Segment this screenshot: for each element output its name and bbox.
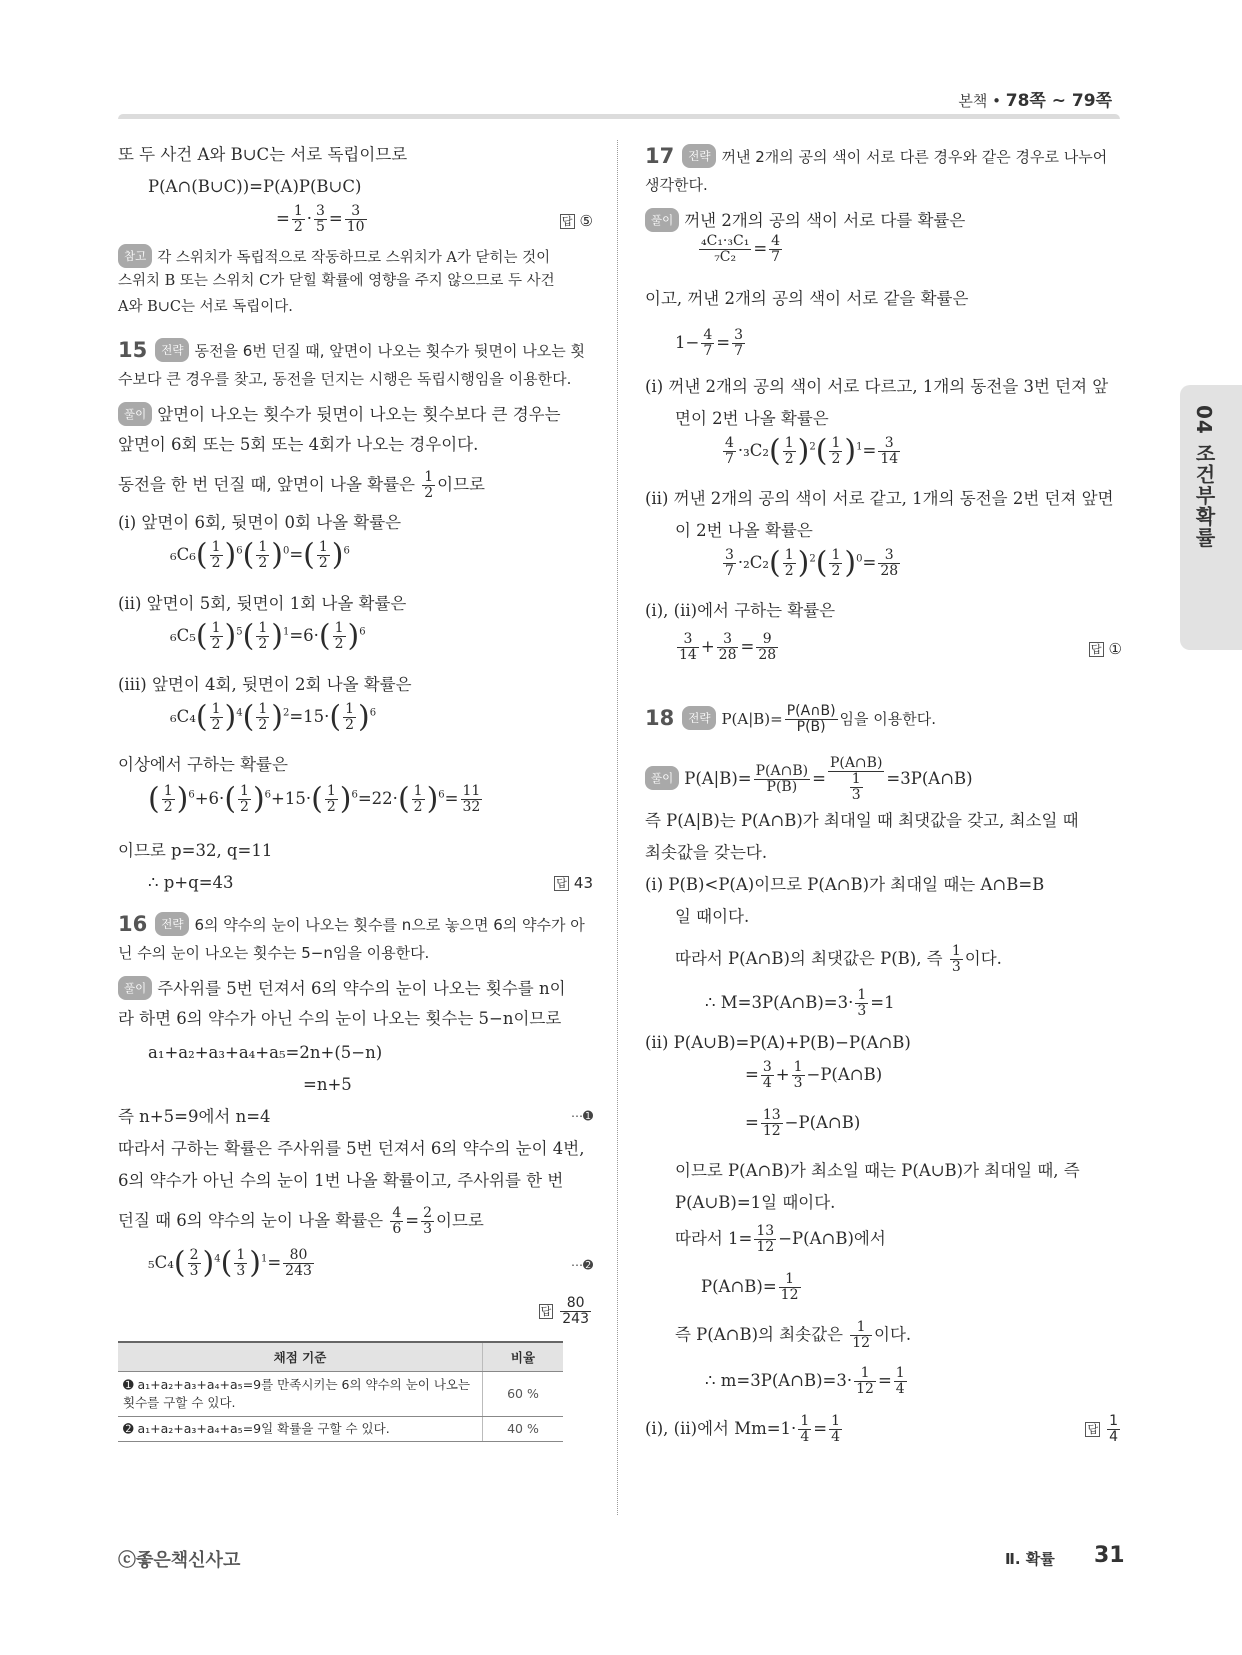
answer-17: 답 ①: [1090, 640, 1122, 658]
case-line: (ⅱ) 앞면이 5회, 뒷면이 1회 나올 확률은: [118, 594, 407, 613]
result-line: ∴ p+q=43: [148, 873, 234, 892]
case-line: 따라서 P(A∩B)의 최댓값은 P(B), 즉 $\frac{1}{3}$ 이다.: [675, 943, 1002, 975]
math-line: ₆C₆( $\frac{1}{2}$ )$^6$( $\frac{1}{2}$ )$^0$=( $\frac{1}{2}$ )$^6$: [170, 537, 350, 573]
note-line: A와 B∪C는 서로 독립이다.: [118, 299, 293, 315]
case-line: (ⅲ) 앞면이 4회, 뒷면이 2회 나올 확률은: [118, 675, 412, 694]
solution-line: 6의 약수가 아닌 수의 눈이 1번 나올 확률이고, 주사위를 한 번: [118, 1171, 564, 1190]
answer-15: 답 43: [556, 874, 593, 892]
problem-16-strategy: 16 전략 6의 약수의 눈이 나오는 횟수를 n으로 놓으면 6의 약수가 아: [118, 912, 585, 936]
answer-18: 답 $\frac{1}{4}$: [1087, 1413, 1118, 1445]
case-line: 일 때이다.: [675, 907, 750, 926]
header-rule: [118, 114, 1120, 119]
solution-line: 따라서 구하는 확률은 주사위를 5번 던져서 6의 약수의 눈이 4번,: [118, 1139, 585, 1158]
solution-line: 이고, 꺼낸 2개의 공의 색이 서로 같을 확률은: [645, 289, 969, 308]
table-row: [118, 1417, 563, 1442]
section-label: Ⅱ. 확률: [1005, 1550, 1055, 1568]
table-cell: 40 %: [483, 1417, 564, 1442]
case-line: 면이 2번 나올 확률은: [675, 409, 829, 428]
answer-16: 답 $\frac{80}{243}$: [540, 1295, 589, 1327]
math-line: ∴ m=3P(A∩B)=3· $\frac{1}{12}$ = $\frac{1}{4}$: [705, 1365, 905, 1397]
page-header: [118, 80, 1120, 124]
math-line: ₆C₄( $\frac{1}{2}$ )$^4$( $\frac{1}{2}$ )$^2$=15·( $\frac{1}{2}$ )$^6$: [170, 699, 377, 735]
page-range: 본책 • 78쪽 ~ 79쪽: [958, 91, 1112, 111]
note-line: 스위치 B 또는 스위치 C가 닫힐 확률에 영향을 주지 않으므로 두 사건: [118, 273, 555, 289]
step-mark-1: ⋯➊: [570, 1109, 593, 1123]
solution-line: 풀이 주사위를 5번 던져서 6의 약수의 눈이 나오는 횟수를 n이: [118, 976, 566, 1000]
case-line: 즉 P(A∩B)의 최솟값은 $\frac{1}{12}$ 이다.: [675, 1319, 912, 1351]
strategy-line: 닌 수의 눈이 나오는 횟수는 5−n임을 이용한다.: [118, 944, 430, 962]
problem-17-strategy: 17 전략 꺼낸 2개의 공의 색이 서로 다른 경우와 같은 경우로 나누어: [645, 144, 1108, 168]
math-line: 1− $\frac{4}{7}$ = $\frac{3}{7}$: [675, 327, 743, 359]
case-line: 따라서 1= $\frac{13}{12}$ −P(A∩B)에서: [675, 1223, 886, 1255]
math-line: = $\frac{3}{4}$ + $\frac{1}{3}$ −P(A∩B): [745, 1059, 883, 1091]
table-cell: 60 %: [483, 1372, 564, 1417]
note-line: 참고 각 스위치가 독립적으로 작동하므로 스위치가 A가 닫히는 것이: [118, 244, 550, 269]
solution-line: 라 하면 6의 약수가 아닌 수의 눈이 나오는 횟수는 5−n이므로: [118, 1009, 562, 1028]
strategy-line: 수보다 큰 경우를 찾고, 동전을 던지는 시행은 독립시행임을 이용한다.: [118, 370, 572, 388]
math-line: a₁+a₂+a₃+a₄+a₅=2n+(5−n): [148, 1043, 383, 1062]
math-line: ( $\frac{1}{2}$ )$^6$+6·( $\frac{1}{2}$ )$^6$+15·( $\frac{1}{2}$ )$^6$=22·( $\frac{1}{2}$ )$^6$= $\frac{11}{32}$: [148, 781, 481, 817]
publisher-logo: ⓒ좋은책신사고: [118, 1550, 241, 1571]
table-row: [118, 1372, 563, 1417]
solution-line: 풀이 P(A|B)= $\frac{P(A\cap B)}{P(B)}$ = $\frac{P(A\cap B)}{\frac{1}{3}}$ =3P(A∩B): [645, 756, 973, 803]
math-line: 즉 n+5=9에서 n=4: [118, 1107, 271, 1126]
column-divider: [617, 140, 618, 1515]
solution-line: 이므로 p=32, q=11: [118, 841, 273, 860]
math-line: $\frac{4}{7}$ ·₃C₂( $\frac{1}{2}$ )$^2$( $\frac{1}{2}$ )$^1$= $\frac{3}{14}$: [725, 433, 899, 469]
math-line: ∴ M=3P(A∩B)=3· $\frac{1}{3}$ =1: [705, 987, 895, 1019]
problem-18-strategy: 18 전략 P(A|B)= $\frac{P(A\cap B)}{P(B)}$ 임을 이용한다.: [645, 703, 937, 735]
case-line: 이므로 P(A∩B)가 최소일 때는 P(A∪B)가 최대일 때, 즉: [675, 1161, 1080, 1180]
result-line: (ⅰ), (ⅱ)에서 Mm=1· $\frac{1}{4}$ = $\frac{1}{4}$: [645, 1413, 840, 1445]
case-line: 이 2번 나올 확률은: [675, 521, 813, 540]
solution-line: 풀이 꺼낸 2개의 공의 색이 서로 다를 확률은: [645, 208, 965, 232]
page-number: 31: [1094, 1543, 1125, 1568]
case-line: P(A∪B)=1일 때이다.: [675, 1193, 836, 1212]
answer-14: 답 ⑤: [561, 212, 593, 230]
math-line: $\frac{\text{₄C₁·₃C₁}}{\text{₇C₂}}$ = $\frac{4}{7}$: [701, 233, 781, 265]
problem-15-strategy: 15 전략 동전을 6번 던질 때, 앞면이 나오는 횟수가 뒷면이 나오는 횟: [118, 338, 585, 362]
math-line: = $\frac{1}{2}$ · $\frac{3}{5}$ = $\frac{3}{10}$: [276, 203, 365, 235]
math-line: =n+5: [303, 1075, 352, 1094]
solution-line: 동전을 한 번 던질 때, 앞면이 나올 확률은 $\frac{1}{2}$ 이므로: [118, 469, 485, 501]
step-mark-2: ⋯➋: [570, 1258, 593, 1272]
text-line: 또 두 사건 A와 B∪C는 서로 독립이므로: [118, 145, 408, 164]
solution-line: 즉 P(A|B)는 P(A∩B)가 최대일 때 최댓값을 갖고, 최소일 때: [645, 811, 1079, 830]
math-line: $\frac{3}{7}$ ·₂C₂( $\frac{1}{2}$ )$^2$( $\frac{1}{2}$ )$^0$= $\frac{3}{28}$: [725, 545, 899, 581]
table-cell: ➋ a₁+a₂+a₃+a₄+a₅=9일 확률을 구할 수 있다.: [118, 1417, 483, 1442]
table-header-ratio: 비율: [483, 1342, 564, 1372]
case-line: (ⅰ) 꺼낸 2개의 공의 색이 서로 다르고, 1개의 동전을 3번 던져 앞: [645, 377, 1109, 396]
math-line: P(A∩(B∪C))=P(A)P(B∪C): [148, 177, 362, 196]
math-line: ₅C₄( $\frac{2}{3}$ )$^4$( $\frac{1}{3}$ )$^1$= $\frac{80}{243}$: [148, 1245, 312, 1281]
solution-line: 던질 때 6의 약수의 눈이 나올 확률은 $\frac{4}{6}$ = $\frac{2}{3}$ 이므로: [118, 1205, 484, 1237]
solution-line: 풀이 앞면이 나오는 횟수가 뒷면이 나오는 횟수보다 큰 경우는: [118, 402, 561, 426]
solution-line: 앞면이 6회 또는 5회 또는 4회가 나오는 경우이다.: [118, 435, 479, 454]
table-cell: ➊ a₁+a₂+a₃+a₄+a₅=9를 만족시키는 6의 약수의 눈이 나오는 횟수를 구할 수 있다.: [118, 1372, 483, 1417]
case-line: (ⅰ) 앞면이 6회, 뒷면이 0회 나올 확률은: [118, 513, 402, 532]
solution-line: (ⅰ), (ⅱ)에서 구하는 확률은: [645, 601, 836, 620]
case-line: (ⅰ) P(B)<P(A)이므로 P(A∩B)가 최대일 때는 A∩B=B: [645, 875, 1045, 894]
math-line: P(A∩B)= $\frac{1}{12}$: [701, 1271, 799, 1303]
case-line: (ⅱ) 꺼낸 2개의 공의 색이 서로 같고, 1개의 동전을 2번 던져 앞면: [645, 489, 1114, 508]
table-header-criteria: 채점 기준: [118, 1342, 483, 1372]
chapter-side-tab: 04 조건부확률: [1180, 385, 1242, 650]
solution-line: 최솟값을 갖는다.: [645, 843, 768, 862]
math-line: = $\frac{13}{12}$ −P(A∩B): [745, 1107, 861, 1139]
grading-table: [118, 1341, 563, 1442]
strategy-line: 생각한다.: [645, 176, 708, 194]
math-line: $\frac{3}{14}$ + $\frac{3}{28}$ = $\frac{9}{28}$: [679, 631, 777, 663]
solution-line: 이상에서 구하는 확률은: [118, 755, 288, 774]
case-line: (ⅱ) P(A∪B)=P(A)+P(B)−P(A∩B): [645, 1033, 911, 1052]
math-line: ₆C₅( $\frac{1}{2}$ )$^5$( $\frac{1}{2}$ )$^1$=6·( $\frac{1}{2}$ )$^6$: [170, 618, 366, 654]
